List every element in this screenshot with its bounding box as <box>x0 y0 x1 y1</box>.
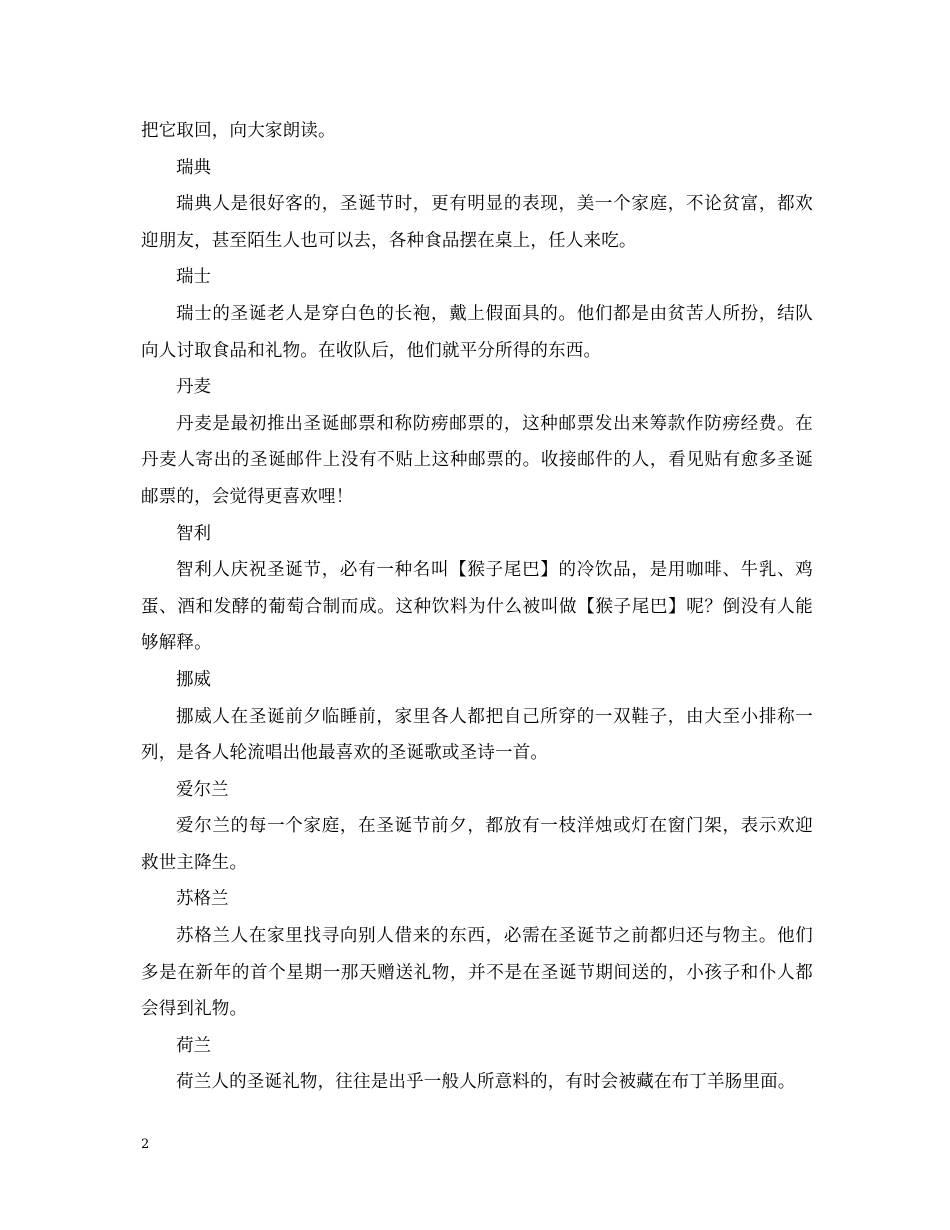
paragraph-switzerland: 瑞士的圣诞老人是穿白色的长袍，戴上假面具的。他们都是由贫苦人所扮，结队向人讨取食品和礼物。在收队后，他们就平分所得的东西。 <box>141 303 813 361</box>
section-heading-netherlands: 荷兰 <box>176 1035 211 1056</box>
page-body <box>141 113 813 1101</box>
section-heading-ireland: 爱尔兰 <box>176 779 229 800</box>
paragraph-netherlands: 荷兰人的圣诞礼物，往往是出乎一般人所意料的，有时会被藏在布丁羊肠里面。 <box>176 1072 796 1093</box>
section-heading-sweden: 瑞典 <box>176 157 211 178</box>
section-heading-scotland: 苏格兰 <box>176 889 229 910</box>
section-heading-denmark: 丹麦 <box>176 377 211 398</box>
paragraph-chile: 智利人庆祝圣诞节，必有一种名叫【猴子尾巴】的冷饮品，是用咖啡、牛乳、鸡蛋、酒和发酵的葡萄合制而成。这种饮料为什么被叫做【猴子尾巴】呢？倒没有人能够解释。 <box>141 560 813 654</box>
section-heading-chile: 智利 <box>176 523 211 544</box>
section-heading-switzerland: 瑞士 <box>176 267 211 288</box>
paragraph-scotland: 苏格兰人在家里找寻向别人借来的东西，必需在圣诞节之前都归还与物主。他们多是在新年的首个星期一那天赠送礼物，并不是在圣诞节期间送的，小孩子和仆人都会得到礼物。 <box>141 926 813 1020</box>
paragraph-sweden: 瑞典人是很好客的，圣诞节时，更有明显的表现，美一个家庭，不论贫富，都欢迎朋友，甚至陌生人也可以去，各种食品摆在桌上，任人来吃。 <box>141 194 813 251</box>
section-heading-norway: 挪威 <box>176 669 211 690</box>
page-number: 2 <box>141 1137 150 1152</box>
paragraph-denmark: 丹麦是最初推出圣诞邮票和称防痨邮票的，这种邮票发出来筹款作防痨经费。在丹麦人寄出的圣诞邮件上没有不贴上这种邮票的。收接邮件的人，看见贴有愈多圣诞邮票的，会觉得更喜欢哩！ <box>141 413 813 507</box>
paragraph-norway: 挪威人在圣诞前夕临睡前，家里各人都把自己所穿的一双鞋子，由大至小排称一列，是各人轮流唱出他最喜欢的圣诞歌或圣诗一首。 <box>141 706 813 764</box>
paragraph-intro-continuation: 把它取回，向大家朗读。 <box>141 121 336 141</box>
paragraph-ireland: 爱尔兰的每一个家庭，在圣诞节前夕，都放有一枝洋烛或灯在窗门架，表示欢迎救世主降生。 <box>141 816 813 873</box>
